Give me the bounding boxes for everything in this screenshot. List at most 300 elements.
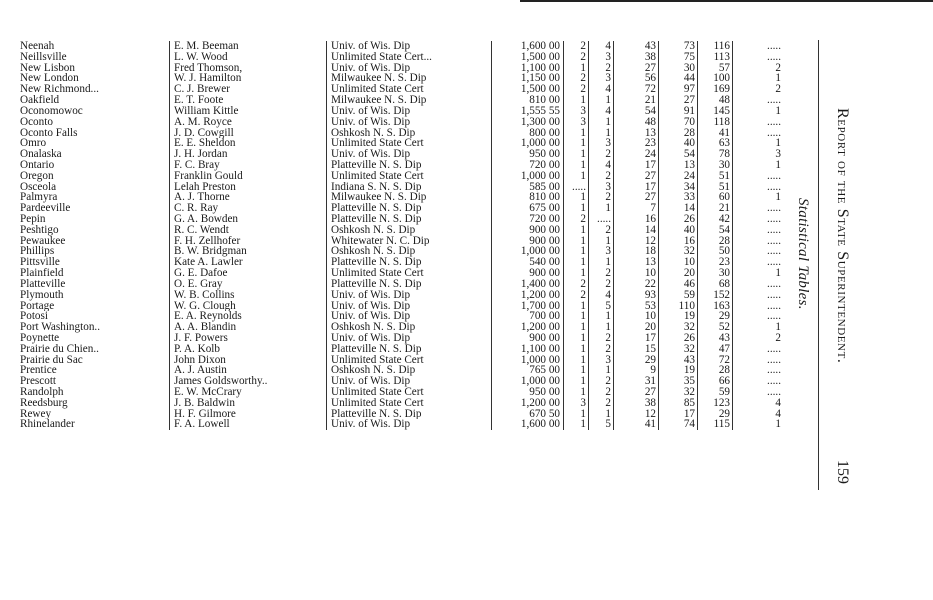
count-cell: 2 — [564, 290, 589, 301]
count-cell: 72 — [614, 84, 659, 95]
principal-cell: B. W. Bridgman — [170, 246, 327, 257]
count-cell: 4 — [733, 398, 786, 409]
count-cell: 2 — [589, 63, 614, 74]
principal-cell: F. A. Lowell — [170, 419, 327, 430]
principal-cell: E. E. Sheldon — [170, 138, 327, 149]
page-number: 159 — [834, 460, 851, 484]
salary-cell: 1,100 00 — [492, 63, 564, 74]
principal-cell: W. G. Clough — [170, 301, 327, 312]
town-cell: Prescott — [20, 376, 57, 387]
count-cell: 1 — [733, 322, 786, 333]
vertical-divider — [818, 40, 819, 490]
count-cell: 15 — [614, 344, 659, 355]
salary-cell: 900 00 — [492, 225, 564, 236]
count-cell: 1 — [564, 63, 589, 74]
count-cell: 1 — [589, 311, 614, 322]
count-cell: 59 — [698, 387, 733, 398]
certificate-cell: Milwaukee N. S. Dip — [327, 73, 492, 84]
count-cell: 32 — [659, 322, 698, 333]
count-cell: 1 — [589, 257, 614, 268]
table-row — [14, 192, 785, 203]
town-cell: Pewaukee — [20, 235, 66, 247]
count-cell: ..... — [733, 214, 786, 225]
count-cell: 85 — [659, 398, 698, 409]
salary-cell: 1,200 00 — [492, 290, 564, 301]
town-cell: Platteville — [20, 278, 66, 290]
count-cell: 2 — [589, 333, 614, 344]
certificate-cell: Unlimited State Cert — [327, 138, 492, 149]
count-cell: 14 — [614, 225, 659, 236]
count-cell: ..... — [733, 182, 786, 193]
count-cell: 2 — [589, 171, 614, 182]
count-cell: ..... — [589, 214, 614, 225]
certificate-cell: Univ. of Wis. Dip — [327, 301, 492, 312]
count-cell: 17 — [659, 409, 698, 420]
count-cell: 4 — [589, 84, 614, 95]
count-cell: 2 — [733, 84, 786, 95]
count-cell: 50 — [698, 246, 733, 257]
count-cell: 91 — [659, 106, 698, 117]
table-row — [14, 409, 785, 420]
count-cell: 152 — [698, 290, 733, 301]
town-cell: New London — [20, 73, 79, 85]
count-cell: 43 — [614, 41, 659, 52]
count-cell: 115 — [698, 419, 733, 430]
town-cell: Pardeeville — [20, 203, 71, 214]
salary-cell: 950 00 — [492, 387, 564, 398]
count-cell: 66 — [698, 376, 733, 387]
count-cell: 46 — [659, 279, 698, 290]
count-cell: 20 — [614, 322, 659, 333]
count-cell: ..... — [733, 236, 786, 247]
table-row — [14, 106, 785, 117]
certificate-cell: Indiana S. N. S. Dip — [327, 182, 492, 193]
table-row — [14, 225, 785, 236]
principal-cell: E. M. Beeman — [170, 41, 327, 52]
certificate-cell: Milwaukee N. S. Dip — [327, 95, 492, 106]
count-cell: 27 — [614, 171, 659, 182]
table-row — [14, 246, 785, 257]
count-cell: 1 — [564, 322, 589, 333]
count-cell: 48 — [698, 95, 733, 106]
principal-cell: C. J. Brewer — [170, 84, 327, 95]
table-row — [14, 41, 785, 52]
town-cell: Prentice — [20, 365, 57, 377]
table-row — [14, 73, 785, 84]
count-cell: 3 — [589, 52, 614, 63]
town-cell: Poynette — [20, 332, 60, 344]
count-cell: ..... — [733, 246, 786, 257]
principal-cell: O. E. Gray — [170, 279, 327, 290]
certificate-cell: Oshkosh N. S. Dip — [327, 322, 492, 333]
certificate-cell: Platteville N. S. Dip — [327, 160, 492, 171]
salary-cell: 1,500 00 — [492, 84, 564, 95]
salary-cell: 810 00 — [492, 95, 564, 106]
count-cell: 1 — [564, 301, 589, 312]
principal-cell: G. A. Bowden — [170, 214, 327, 225]
principal-cell: A. J. Austin — [170, 365, 327, 376]
principal-cell: J. B. Baldwin — [170, 398, 327, 409]
table-row — [14, 182, 785, 193]
count-cell: 2 — [589, 387, 614, 398]
count-cell: 1 — [564, 409, 589, 420]
certificate-cell: Unlimited State Cert — [327, 84, 492, 95]
count-cell: 23 — [614, 138, 659, 149]
count-cell: 24 — [659, 171, 698, 182]
table-row — [14, 160, 785, 171]
count-cell: 52 — [698, 322, 733, 333]
count-cell: 1 — [589, 236, 614, 247]
count-cell: 2 — [589, 398, 614, 409]
count-cell: ..... — [733, 290, 786, 301]
principal-cell: William Kittle — [170, 106, 327, 117]
count-cell: 1 — [564, 257, 589, 268]
principal-cell: C. R. Ray — [170, 203, 327, 214]
principal-cell: R. C. Wendt — [170, 225, 327, 236]
count-cell: ..... — [733, 376, 786, 387]
table-row — [14, 311, 785, 322]
town-cell: Neillsville — [20, 51, 67, 63]
count-cell: 1 — [733, 192, 786, 203]
principal-cell: J. F. Powers — [170, 333, 327, 344]
count-cell: 118 — [698, 117, 733, 128]
town-cell: Prairie du Sac — [20, 354, 83, 366]
salary-cell: 720 00 — [492, 160, 564, 171]
salary-cell: 700 00 — [492, 311, 564, 322]
count-cell: 1 — [589, 365, 614, 376]
salary-cell: 585 00 — [492, 182, 564, 193]
count-cell: 38 — [614, 398, 659, 409]
table-row — [14, 333, 785, 344]
count-cell: 44 — [659, 73, 698, 84]
count-cell: 68 — [698, 279, 733, 290]
count-cell: 100 — [698, 73, 733, 84]
table-row — [14, 117, 785, 128]
count-cell: 5 — [589, 301, 614, 312]
table-row — [14, 214, 785, 225]
count-cell: 1 — [564, 344, 589, 355]
principal-cell: James Goldsworthy.. — [170, 376, 327, 387]
count-cell: 110 — [659, 301, 698, 312]
top-rule — [520, 0, 933, 2]
count-cell: 18 — [614, 246, 659, 257]
town-cell: Prairie du Chien.. — [20, 343, 99, 355]
count-cell: 32 — [659, 246, 698, 257]
count-cell: 43 — [698, 333, 733, 344]
count-cell: 21 — [698, 203, 733, 214]
certificate-cell: Univ. of Wis. Dip — [327, 149, 492, 160]
principal-cell: F. H. Zellhofer — [170, 236, 327, 247]
table-row — [14, 63, 785, 74]
count-cell: ..... — [564, 182, 589, 193]
count-cell: 17 — [614, 182, 659, 193]
count-cell: 26 — [659, 214, 698, 225]
principal-cell: J. H. Jordan — [170, 149, 327, 160]
count-cell: 4 — [589, 290, 614, 301]
salary-cell: 1,000 00 — [492, 355, 564, 366]
count-cell: 4 — [589, 41, 614, 52]
count-cell: ..... — [733, 128, 786, 139]
count-cell: 1 — [564, 128, 589, 139]
count-cell: 1 — [733, 138, 786, 149]
salary-cell: 675 00 — [492, 203, 564, 214]
count-cell: 31 — [614, 376, 659, 387]
table-row — [14, 290, 785, 301]
table-row — [14, 387, 785, 398]
count-cell: 1 — [589, 203, 614, 214]
count-cell: 13 — [614, 257, 659, 268]
count-cell: 19 — [659, 365, 698, 376]
certificate-cell: Unlimited State Cert — [327, 171, 492, 182]
table-row — [14, 52, 785, 63]
salary-cell: 1,000 00 — [492, 138, 564, 149]
salary-cell: 670 50 — [492, 409, 564, 420]
count-cell: 17 — [614, 160, 659, 171]
count-cell: ..... — [733, 95, 786, 106]
salary-cell: 540 00 — [492, 257, 564, 268]
count-cell: 27 — [659, 95, 698, 106]
count-cell: 19 — [659, 311, 698, 322]
salary-cell: 900 00 — [492, 333, 564, 344]
salary-cell: 900 00 — [492, 236, 564, 247]
principal-cell: John Dixon — [170, 355, 327, 366]
count-cell: 1 — [733, 73, 786, 84]
count-cell: ..... — [733, 355, 786, 366]
count-cell: 16 — [659, 236, 698, 247]
principal-cell: A. M. Royce — [170, 117, 327, 128]
count-cell: 40 — [659, 225, 698, 236]
certificate-cell: Univ. of Wis. Dip — [327, 419, 492, 430]
count-cell: 32 — [659, 387, 698, 398]
count-cell: 13 — [659, 160, 698, 171]
count-cell: 73 — [659, 41, 698, 52]
certificate-cell: Univ. of Wis. Dip — [327, 333, 492, 344]
count-cell: ..... — [733, 41, 786, 52]
table-row — [14, 398, 785, 409]
salary-cell: 800 00 — [492, 128, 564, 139]
count-cell: 43 — [659, 355, 698, 366]
town-cell: Rewey — [20, 408, 52, 420]
table-row — [14, 419, 785, 430]
count-cell: 169 — [698, 84, 733, 95]
count-cell: 47 — [698, 344, 733, 355]
town-cell: New Richmond... — [20, 84, 99, 96]
certificate-cell: Unlimited State Cert — [327, 268, 492, 279]
count-cell: 3 — [589, 355, 614, 366]
count-cell: 21 — [614, 95, 659, 106]
count-cell: 1 — [564, 333, 589, 344]
table-row — [14, 171, 785, 182]
count-cell: 74 — [659, 419, 698, 430]
table-row — [14, 344, 785, 355]
count-cell: 12 — [614, 409, 659, 420]
count-cell: 2 — [733, 333, 786, 344]
table-row — [14, 365, 785, 376]
count-cell: ..... — [733, 257, 786, 268]
salary-cell: 1,600 00 — [492, 419, 564, 430]
count-cell: 145 — [698, 106, 733, 117]
count-cell: 1 — [564, 376, 589, 387]
count-cell: 1 — [564, 268, 589, 279]
count-cell: 1 — [564, 419, 589, 430]
count-cell: 13 — [614, 128, 659, 139]
table-row — [14, 279, 785, 290]
count-cell: ..... — [733, 387, 786, 398]
count-cell: 14 — [659, 203, 698, 214]
town-cell: Potosi — [20, 311, 48, 323]
principal-cell: W. J. Hamilton — [170, 73, 327, 84]
count-cell: 60 — [698, 192, 733, 203]
count-cell: 2 — [589, 279, 614, 290]
count-cell: 23 — [698, 257, 733, 268]
count-cell: 32 — [659, 344, 698, 355]
count-cell: 30 — [698, 268, 733, 279]
count-cell: 54 — [698, 225, 733, 236]
principal-cell: P. A. Kolb — [170, 344, 327, 355]
count-cell: 28 — [698, 365, 733, 376]
count-cell: 57 — [698, 63, 733, 74]
town-cell: Oregon — [20, 170, 54, 182]
principal-cell: Fred Thomson, — [170, 63, 327, 74]
principal-cell: E. T. Foote — [170, 95, 327, 106]
count-cell: 17 — [614, 333, 659, 344]
table-row — [14, 138, 785, 149]
salary-cell: 765 00 — [492, 365, 564, 376]
count-cell: 3 — [733, 149, 786, 160]
table-row — [14, 128, 785, 139]
principal-cell: J. D. Cowgill — [170, 128, 327, 139]
count-cell: ..... — [733, 52, 786, 63]
salary-cell: 1,555 55 — [492, 106, 564, 117]
town-cell: Peshtigo — [20, 224, 59, 236]
count-cell: 27 — [614, 63, 659, 74]
principal-cell: G. E. Dafoe — [170, 268, 327, 279]
town-cell: Rhinelander — [20, 419, 75, 431]
principal-cell: F. C. Bray — [170, 160, 327, 171]
count-cell: 1 — [733, 419, 786, 430]
count-cell: 1 — [589, 409, 614, 420]
count-cell: 54 — [614, 106, 659, 117]
statistics-table-body — [14, 41, 785, 430]
certificate-cell: Unlimited State Cert — [327, 398, 492, 409]
count-cell: 51 — [698, 171, 733, 182]
count-cell: 28 — [659, 128, 698, 139]
count-cell: 2 — [589, 344, 614, 355]
count-cell: 78 — [698, 149, 733, 160]
count-cell: 116 — [698, 41, 733, 52]
count-cell: 54 — [659, 149, 698, 160]
count-cell: 4 — [733, 409, 786, 420]
count-cell: ..... — [733, 203, 786, 214]
count-cell: 30 — [659, 63, 698, 74]
salary-cell: 1,000 00 — [492, 171, 564, 182]
town-cell: New Lisbon — [20, 62, 75, 74]
count-cell: 1 — [589, 128, 614, 139]
count-cell: 29 — [698, 311, 733, 322]
count-cell: 1 — [564, 160, 589, 171]
count-cell: 30 — [698, 160, 733, 171]
salary-cell: 1,700 00 — [492, 301, 564, 312]
count-cell: 2 — [564, 214, 589, 225]
town-cell: Neenah — [20, 41, 55, 52]
certificate-cell: Univ. of Wis. Dip — [327, 290, 492, 301]
principal-cell: E. W. McCrary — [170, 387, 327, 398]
certificate-cell: Oshkosh N. S. Dip — [327, 225, 492, 236]
count-cell: 2 — [589, 192, 614, 203]
town-cell: Plainfield — [20, 268, 64, 279]
count-cell: 27 — [614, 192, 659, 203]
count-cell: 16 — [614, 214, 659, 225]
count-cell: 1 — [564, 365, 589, 376]
town-cell: Randolph — [20, 387, 64, 398]
count-cell: 2 — [733, 63, 786, 74]
table-row — [14, 322, 785, 333]
count-cell: 34 — [659, 182, 698, 193]
town-cell: Oakfield — [20, 95, 60, 106]
certificate-cell: Unlimited State Cert... — [327, 52, 492, 63]
principal-cell: A. J. Thorne — [170, 192, 327, 203]
count-cell: 3 — [589, 138, 614, 149]
certificate-cell: Platteville N. S. Dip — [327, 203, 492, 214]
salary-cell: 1,200 00 — [492, 398, 564, 409]
count-cell: 2 — [564, 41, 589, 52]
town-cell: Oconto Falls — [20, 127, 78, 139]
count-cell: ..... — [733, 344, 786, 355]
salary-cell: 900 00 — [492, 268, 564, 279]
table-row — [14, 268, 785, 279]
salary-cell: 1,500 00 — [492, 52, 564, 63]
count-cell: 53 — [614, 301, 659, 312]
count-cell: 3 — [589, 73, 614, 84]
count-cell: 51 — [698, 182, 733, 193]
count-cell: 1 — [589, 95, 614, 106]
town-cell: Port Washington.. — [20, 322, 101, 333]
principal-cell: Kate A. Lawler — [170, 257, 327, 268]
town-cell: Portage — [20, 300, 55, 312]
count-cell: 1 — [564, 95, 589, 106]
certificate-cell: Oshkosh N. S. Dip — [327, 365, 492, 376]
town-cell: Pittsville — [20, 257, 60, 269]
certificate-cell: Univ. of Wis. Dip — [327, 63, 492, 74]
count-cell: 4 — [589, 160, 614, 171]
count-cell: 70 — [659, 117, 698, 128]
count-cell: 1 — [564, 387, 589, 398]
certificate-cell: Univ. of Wis. Dip — [327, 106, 492, 117]
count-cell: 20 — [659, 268, 698, 279]
count-cell: 56 — [614, 73, 659, 84]
salary-cell: 1,000 00 — [492, 376, 564, 387]
count-cell: 1 — [564, 311, 589, 322]
count-cell: 93 — [614, 290, 659, 301]
count-cell: 3 — [589, 246, 614, 257]
table-row — [14, 84, 785, 95]
count-cell: 12 — [614, 236, 659, 247]
principal-cell: Lelah Preston — [170, 182, 327, 193]
certificate-cell: Platteville N. S. Dip — [327, 257, 492, 268]
principal-cell: E. A. Reynolds — [170, 311, 327, 322]
count-cell: 26 — [659, 333, 698, 344]
count-cell: 2 — [564, 84, 589, 95]
principal-cell: Franklin Gould — [170, 171, 327, 182]
certificate-cell: Univ. of Wis. Dip — [327, 41, 492, 52]
table-row — [14, 95, 785, 106]
count-cell: 5 — [589, 419, 614, 430]
count-cell: 29 — [698, 409, 733, 420]
count-cell: 10 — [614, 311, 659, 322]
count-cell: 75 — [659, 52, 698, 63]
town-cell: Osceola — [20, 181, 57, 193]
count-cell: 35 — [659, 376, 698, 387]
